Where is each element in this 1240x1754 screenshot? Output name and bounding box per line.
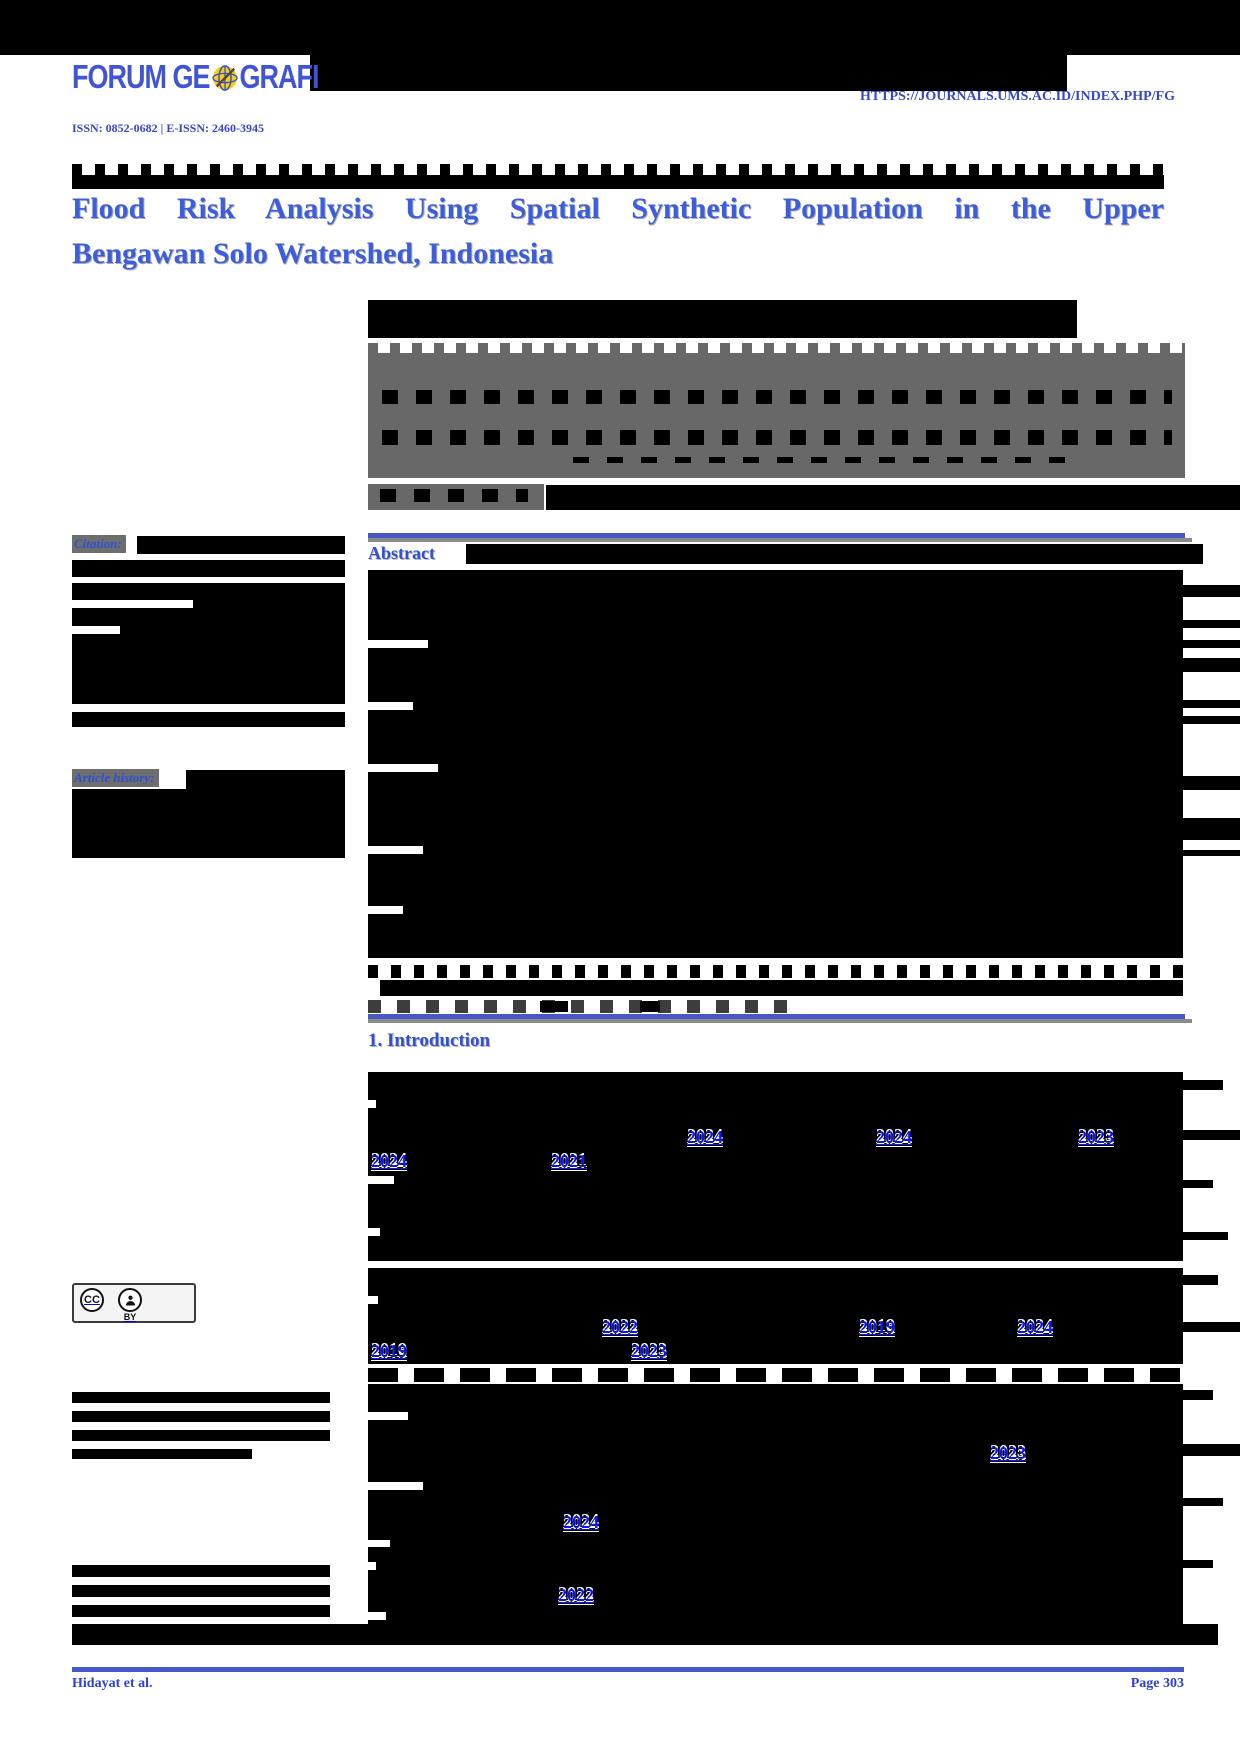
redaction-gap [368,1612,386,1620]
redacted-text-bar [1183,700,1240,708]
redacted-text-bar [368,1384,1183,1645]
redacted-text-bar [72,1565,330,1577]
citation-year-link[interactable]: 2023 [631,1341,667,1361]
footer-page-number: Page 303 [1130,1676,1184,1691]
redacted-text-bar [380,489,528,502]
redacted-text-bar [1183,818,1240,840]
journal-name-part1: FORUM GE [72,58,210,96]
redacted-text-bar [72,175,1164,189]
redacted-text-bar [1183,640,1240,648]
redacted-text-bar [368,1268,1183,1364]
redacted-text-bar [1183,1322,1240,1332]
citation-year-link[interactable]: 2021 [551,1151,587,1171]
citation-label: Citation: [72,535,126,553]
redacted-text-bar [368,538,1192,542]
redacted-text-bar [466,544,1203,564]
redacted-text-bar [368,1368,1183,1382]
redacted-text-bar [382,390,1172,404]
redaction-gap [368,1176,394,1184]
redacted-text-bar [368,343,1185,353]
globe-pencil-icon [212,65,238,91]
citation-year-link[interactable]: 2024 [876,1127,912,1147]
redacted-text-bar [0,0,1240,55]
redaction-gap [368,1482,423,1490]
journal-name-part2: GRAFI [239,58,319,96]
redaction-gap [368,846,423,854]
redaction-gap [368,764,438,772]
redacted-text-bar [186,770,345,789]
redacted-text-bar [1183,620,1240,628]
redacted-text-bar [1183,585,1240,597]
redaction-gap [368,640,428,648]
redacted-text-bar [1183,1560,1213,1568]
journal-url-link[interactable]: HTTPS://JOURNALS.UMS.AC.ID/INDEX.PHP/FG [859,89,1175,104]
redaction-gap [368,1412,408,1420]
redacted-text-bar [1183,1624,1218,1645]
cc-by-license-badge[interactable] [72,1283,196,1323]
redacted-text-bar [1183,1390,1213,1400]
redacted-text-bar [382,430,1172,445]
redacted-text-bar [1183,776,1240,790]
redacted-text-bar [72,1411,330,1422]
redaction-gap [368,1296,378,1304]
redacted-text-bar [1183,1180,1213,1188]
abstract-heading: Abstract [368,543,435,563]
redaction-gap [368,1562,376,1570]
redacted-text-bar [368,965,1183,978]
redacted-text-bar [72,1667,1184,1672]
journal-logo [72,58,319,96]
redacted-text-bar [72,1624,368,1645]
article-title-line-2: Bengawan Solo Watershed, Indonesia [72,237,554,270]
redaction-gap [368,1540,390,1547]
citation-year-link[interactable]: 2023 [1078,1127,1114,1147]
citation-year-link[interactable]: 2022 [602,1317,638,1337]
issn-line: ISSN: 0852-0682 | E-ISSN: 2460-3945 [72,121,264,135]
person-icon [118,1288,142,1312]
redacted-text-bar [1183,1080,1223,1090]
redacted-text-bar [72,1430,330,1441]
citation-year-link[interactable]: 2023 [990,1443,1026,1463]
redacted-text-bar [1183,716,1240,724]
citation-year-link[interactable]: 2019 [371,1341,407,1361]
redacted-text-bar [1183,1444,1240,1456]
cc-icon: CC [80,1288,104,1312]
redacted-text-bar [1183,658,1240,672]
redaction-gap [368,702,413,710]
redaction-gap [368,906,403,914]
redacted-text-bar [72,1585,330,1597]
redacted-text-bar [1183,1498,1223,1506]
redacted-text-bar [310,55,1067,91]
citation-year-link[interactable]: 2024 [563,1512,599,1532]
redaction-gap [368,1228,380,1236]
redacted-text-bar [368,1019,1192,1023]
redacted-text-bar [1183,1130,1240,1140]
redaction-gap [368,1100,376,1108]
redaction-gap [72,626,120,634]
redacted-text-bar [368,1072,1183,1261]
redacted-text-bar [368,570,1183,958]
redacted-text-bar [573,457,1078,463]
citation-year-link[interactable]: 2022 [558,1585,594,1605]
redacted-text-bar [137,536,345,554]
redacted-text-bar [540,1001,568,1012]
citation-year-link[interactable]: 2024 [1017,1317,1053,1337]
citation-year-link[interactable]: 2024 [371,1151,407,1171]
by-attribution-wrap [118,1288,142,1322]
redacted-text-bar [72,1449,252,1459]
redacted-text-bar [72,789,345,858]
redacted-text-bar [640,1001,660,1012]
redacted-text-bar [546,485,1240,510]
redacted-text-bar [368,1000,788,1013]
redacted-text-bar [72,560,345,577]
redacted-text-bar [72,1605,330,1617]
by-label: BY [123,1312,137,1322]
article-history-label: Article history: [72,769,159,787]
redacted-text-bar [368,300,1077,338]
redaction-gap [72,600,193,608]
footer-running-authors: Hidayat et al. [72,1676,153,1691]
redacted-text-bar [1183,850,1240,856]
introduction-heading: 1. Introduction [368,1030,491,1051]
article-title-line-1: Flood Risk Analysis Using Spatial Synthetic Population in the Upper [72,192,1164,225]
citation-year-link[interactable]: 2024 [687,1127,723,1147]
redacted-text-bar [380,980,1183,996]
redacted-text-bar [1183,1232,1228,1240]
redacted-text-bar [72,1392,330,1403]
citation-year-link[interactable]: 2019 [859,1317,895,1337]
redacted-text-bar [1183,1275,1218,1285]
redacted-text-bar [72,712,345,727]
redacted-text-bar [72,164,1164,175]
